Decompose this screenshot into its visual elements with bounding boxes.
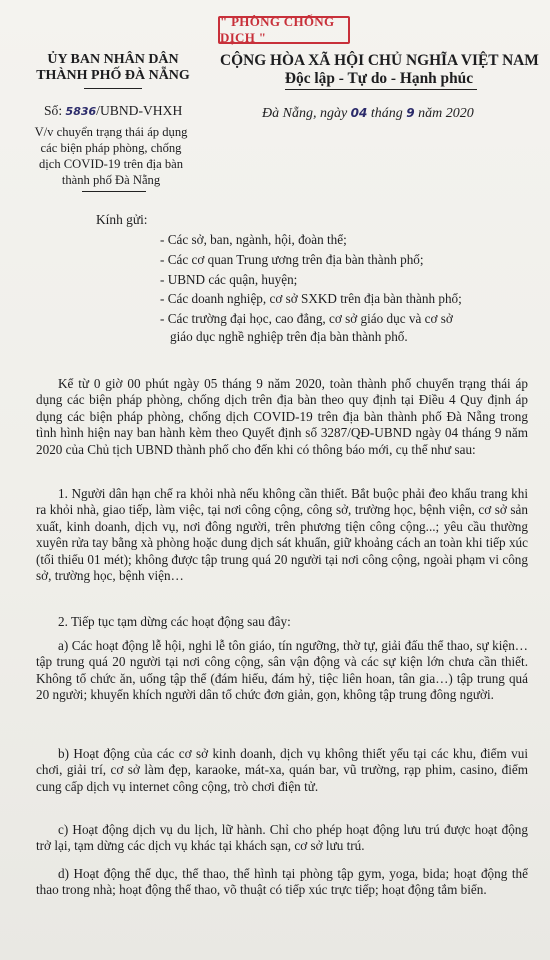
recipient-2: - Các cơ quan Trung ương trên địa bàn thành phố; <box>160 252 424 267</box>
national-motto <box>220 52 538 88</box>
recipient-5-line-2: giáo dục nghề nghiệp trên địa bàn thành phố. <box>170 329 408 344</box>
date-day: 04 <box>350 106 368 120</box>
intro-text: Kể từ 0 giờ 00 phút ngày 05 tháng 9 năm 2020, toàn thành phố chuyển trạng thái áp dụng các biện pháp phòng, chống dịch trên địa bàn theo quy định tại Điều 4 Quy định áp dụng các biện pháp phòng, chống dịch COVID-19 trên địa bàn thành phố Đà Nẵng trong tình hình hiện nay ban hành kèm theo Quyết định số 3287/QĐ-UBND ngày 04 tháng 9 năm 2020 của Chủ tịch UBND thành phố cho đến khi có thông báo mới, cụ thể như sau: <box>36 376 528 457</box>
date-month: 9 <box>406 106 415 120</box>
document-date <box>262 106 474 122</box>
item-2d-paragraph <box>36 866 528 899</box>
item-1-text: 1. Người dân hạn chế ra khỏi nhà nếu không cần thiết. Bắt buộc phải đeo khẩu trang khi ra khỏi nhà, giao tiếp, làm việc, tại nơi công cộng, công sở, trường học, bệnh viện, cơ sở sản xuất, kinh doanh, dịch vụ, nơi đông người, trên phương tiện công cộng...; yêu cầu thường xuyên rửa tay bằng xà phòng hoặc dung dịch sát khuẩn, giữ khoảng cách an toàn khi tiếp xúc (tối thiểu 01 mét); không được tập trung quá 20 người tại nơi công cộng, ngoài phạm vi công sở, trường học, bệnh viện… <box>36 486 528 584</box>
kinh-gui-label: Kính gửi: <box>96 212 148 227</box>
issuer-line-2: THÀNH PHỐ ĐÀ NẴNG <box>36 68 190 83</box>
date-month-label: tháng <box>367 106 407 121</box>
intro-paragraph <box>36 376 528 458</box>
number-suffix: /UBND-VHXH <box>96 103 183 118</box>
recipient-1: - Các sở, ban, ngành, hội, đoàn thể; <box>160 232 347 247</box>
item-2a-paragraph <box>36 638 528 704</box>
recipient-5-line-1: - Các trường đại học, cao đẳng, cơ sở giáo dục và cơ sở <box>160 311 453 326</box>
issuer-line-1: ỦY BAN NHÂN DÂN <box>47 52 179 67</box>
item-2b-text: b) Hoạt động của các cơ sở kinh doanh, dịch vụ không thiết yếu tại các khu, điểm vui chơi, giải trí, cơ sở làm đẹp, karaoke, mát-xa, quán bar, vũ trường, rạp phim, casino, điểm cung cấp dịch vụ internet công cộng, trò chơi điện tử. <box>36 746 528 794</box>
subject-block <box>18 124 204 188</box>
item-2c-text: c) Hoạt động dịch vụ du lịch, lữ hành. Chỉ cho phép hoạt động lưu trú được hoạt động trở lại, tạm dừng các dịch vụ khác tại khách sạn, cơ sở lưu trú. <box>36 822 528 854</box>
item-2-text: 2. Tiếp tục tạm dừng các hoạt động sau đây: <box>58 614 291 629</box>
subject-line-4: thành phố Đà Nẵng <box>61 173 161 187</box>
item-2c-paragraph <box>36 822 528 855</box>
recipient-4: - Các doanh nghiệp, cơ sở SXKD trên địa bàn thành phố; <box>160 291 462 306</box>
item-2a-text: a) Các hoạt động lễ hội, nghi lễ tôn giáo, tín ngưỡng, thờ tự, giải đấu thể thao, sự kiện…tập trung quá 20 người tại nơi công cộng, sân vận động và các sự kiện lớn chưa cần thiết. Không tổ chức ăn, uống tập thể (đám hiếu, đám hỷ, tiệc liên hoan, tân gia…) tập trung quá 20 người; khuyến khích người dân tổ chức đơn giản, gọn, không tập trung đông người. <box>36 638 528 703</box>
subject-line-1: V/v chuyển trạng thái áp dụng <box>34 125 188 139</box>
recipient-3: - UBND các quận, huyện; <box>160 272 298 287</box>
stamp-phong-chong-dich: " PHÒNG CHỐNG DỊCH " <box>218 16 350 44</box>
item-1-paragraph <box>36 486 528 584</box>
motto-underline <box>285 89 477 90</box>
country-name: CỘNG HÒA XÃ HỘI CHỦ NGHĨA VIỆT NAM <box>220 52 539 69</box>
item-2d-text: d) Hoạt động thể dục, thể thao, thể hình tại phòng tập gym, yoga, bida; hoạt động thể thao trong nhà; hoạt động thể thao, võ thuật có tiếp xúc trực tiếp; hoạt động tắm biển. <box>36 866 528 898</box>
number-handwritten: 5836 <box>65 105 97 118</box>
issuer-underline <box>84 88 142 89</box>
date-year: năm 2020 <box>414 106 474 121</box>
recipient-5 <box>160 310 532 346</box>
issuer-block <box>22 52 204 84</box>
subject-line-3: dịch COVID-19 trên địa bàn <box>38 157 184 171</box>
subject-line-2: các biện pháp phòng, chống <box>40 141 182 155</box>
subject-underline <box>82 191 146 192</box>
item-2b-paragraph <box>36 746 528 795</box>
motto: Độc lập - Tự do - Hạnh phúc <box>284 70 474 87</box>
item-2-heading <box>36 614 528 630</box>
document-number <box>44 103 182 119</box>
number-prefix: Số: <box>44 103 66 118</box>
date-prefix: Đà Nẵng, ngày <box>262 106 351 121</box>
